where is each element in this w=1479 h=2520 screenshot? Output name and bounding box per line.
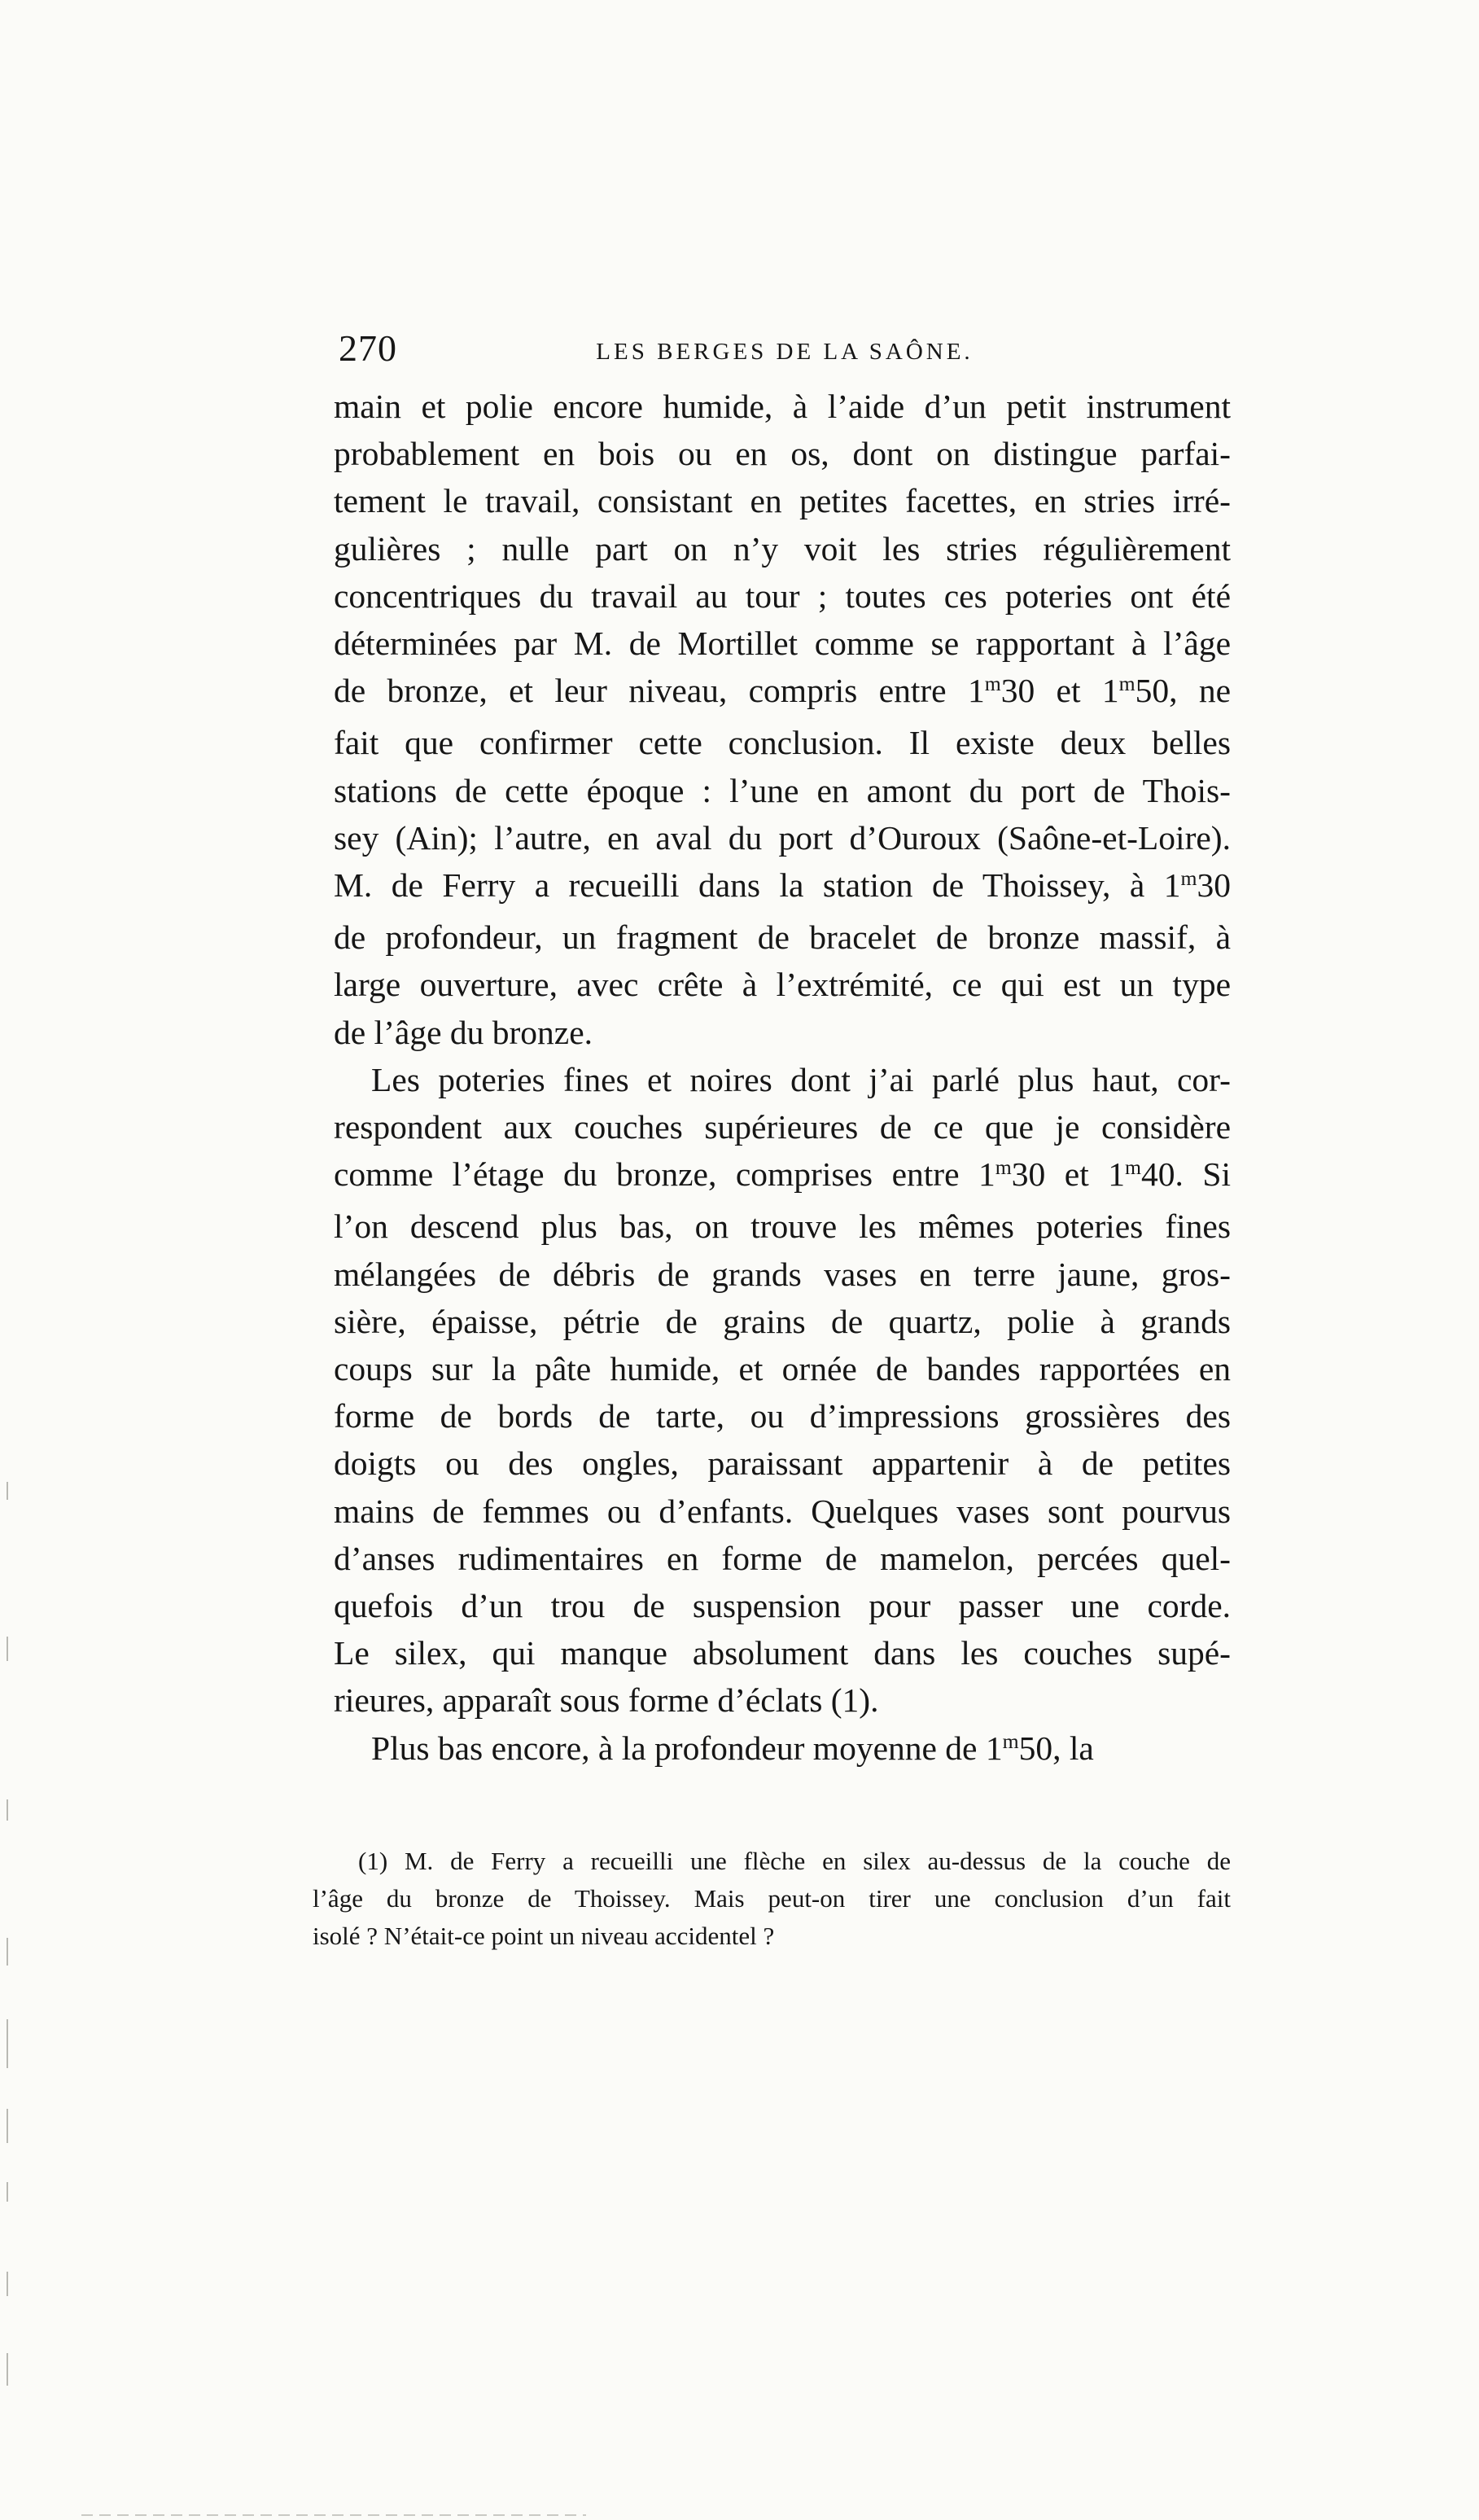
footnote <box>313 1843 1231 1955</box>
footnote-line: l’âge du bronze de Thoissey. Mais peut-on tirer une conclusion d’un fait <box>313 1884 1231 1913</box>
unit-superscript: m <box>1118 672 1136 696</box>
text-line: probablement en bois ou en os, dont on distingue parfai- <box>334 435 1231 473</box>
text-line: tement le travail, consistant en petites facettes, en stries irré- <box>334 482 1231 520</box>
running-head <box>339 329 1231 368</box>
text-line: d’anses rudimentaires en forme de mamelon, percées quel- <box>334 1539 1231 1577</box>
text-line: gulières ; nulle part on n’y voit les stries régulièrement <box>334 529 1231 568</box>
unit-superscript: m <box>995 1155 1012 1180</box>
margin-specks <box>0 0 24 2520</box>
paragraph <box>334 1725 1231 1777</box>
text-line: doigts ou des ongles, paraissant appartenir à de petites <box>334 1444 1231 1483</box>
running-title: LES BERGES DE LA SAÔNE. <box>596 339 974 365</box>
text-line: main et polie encore humide, à l’aide d’un petit instrument <box>334 388 1231 425</box>
unit-superscript: m <box>984 672 1001 696</box>
text-line: comme l’étage du bronze, comprises entre 1$^m$30 et 1$^m$40. Si <box>334 1155 1231 1194</box>
footnote-line: (1) M. de Ferry a recueilli une flèche en silex au-dessus de la couche de <box>358 1847 1231 1875</box>
text-line: fait que confirmer cette conclusion. Il existe deux belles <box>334 724 1231 762</box>
text-line: stations de cette époque : l’une en amont du port de Thois- <box>334 771 1231 809</box>
text-line: l’on descend plus bas, on trouve les mêmes poteries fines <box>334 1207 1231 1246</box>
text-line: sière, épaisse, pétrie de grains de quartz, polie à grands <box>334 1302 1231 1340</box>
unit-superscript: m <box>1180 866 1197 890</box>
text-line: Plus bas encore, à la profondeur moyenne de 1$^m$50, la <box>371 1729 1094 1767</box>
text-line: quefois d’un trou de suspension pour passer une corde. <box>334 1587 1231 1625</box>
footnote-line: isolé ? N’était-ce point un niveau accidentel ? <box>313 1922 775 1950</box>
text-line: Les poteries fines et noires dont j’ai parlé plus haut, cor- <box>371 1060 1231 1098</box>
body-text <box>334 383 1231 1777</box>
text-line: concentriques du travail au tour ; toutes ces poteries ont été <box>334 576 1231 615</box>
text-line: M. de Ferry a recueilli dans la station de Thoissey, à 1$^m$30 <box>334 866 1231 905</box>
text-line: de bronze, et leur niveau, compris entre 1$^m$30 et 1$^m$50, ne <box>334 672 1232 710</box>
text-line: mélangées de débris de grands vases en terre jaune, gros- <box>334 1255 1231 1293</box>
text-line: déterminées par M. de Mortillet comme se rapportant à l’âge <box>334 625 1231 663</box>
text-line: rieures, apparaît sous forme d’éclats (1). <box>334 1681 879 1720</box>
unit-superscript: m <box>1002 1729 1019 1753</box>
text-line: coups sur la pâte humide, et ornée de bandes rapportées en <box>334 1350 1231 1388</box>
text-line: respondent aux couches supérieures de ce que je considère <box>334 1108 1231 1146</box>
paragraph <box>334 383 1231 1056</box>
text-line: forme de bords de tarte, ou d’impressions grossières des <box>334 1397 1231 1435</box>
page-edge-rule <box>81 2514 586 2516</box>
text-line: de l’âge du bronze. <box>334 1013 593 1051</box>
page-number: 270 <box>339 327 397 369</box>
unit-superscript: m <box>1125 1155 1142 1180</box>
text-line: mains de femmes ou d’enfants. Quelques vases sont pourvus <box>334 1492 1231 1530</box>
text-line: de profondeur, un fragment de bracelet de bronze massif, à <box>334 918 1231 957</box>
paragraph <box>334 1056 1231 1725</box>
text-line: sey (Ain); l’autre, en aval du port d’Ouroux (Saône-et-Loire). <box>334 818 1231 857</box>
text-line: Le silex, qui manque absolument dans les couches supé- <box>334 1634 1231 1672</box>
text-line: large ouverture, avec crête à l’extrémité, ce qui est un type <box>334 966 1231 1004</box>
